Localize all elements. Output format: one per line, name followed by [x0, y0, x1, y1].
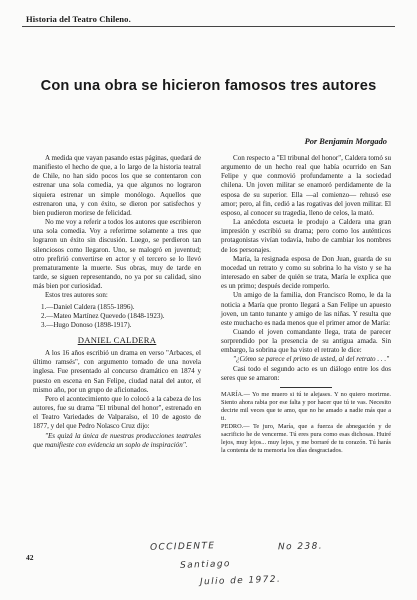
quote-paragraph: "¿Cómo se parece el primo de usted, al del retrato . . ." — [233, 355, 390, 364]
left-column — [33, 154, 201, 450]
dialogue-rule — [280, 387, 332, 388]
page-number: 42 — [26, 553, 34, 562]
article-author: Por Benjamín Morgado — [304, 137, 387, 146]
author-list-item: 1.—Daniel Caldera (1855-1896). — [41, 302, 135, 311]
author-list-item: 2.—Mateo Martínez Quevedo (1848-1923). — [41, 311, 165, 320]
left-paragraph: Estos tres autores son: — [45, 291, 108, 300]
dialogue-line: MARÍA.— Yo me muero si tú te alejases. Y no quiero morirme. Siento ahora rabia por ese falta y por hacer que tú te vas. Necesito decirte mil veces que te amo, que no he amado a nadie más que a ti. — [221, 390, 391, 422]
right-paragraph: La anécdota escueta le produjo a Caldera una gran impresión y escribió su drama; pero como los auténticos protagonistas vivían todavía, hubo de cambiar los nombres de los personajes. — [221, 218, 391, 254]
left-paragraph: A medida que vayan pasando estas páginas, quedará de manifiesto el hecho de que, a lo largo de la historia teatral de Chile, no han sido pocos los que se contentaron con estrenar una sola comedia, ya que algunos no lograron siquiera estrenar un simple monólogo. Aquellos que estrenaron una, y con éxito, se dieron por satisfechos y bien pudieron morirse de felicidad. — [33, 154, 201, 217]
left-paragraph: No me voy a referir a todos los autores que escribieron una sola comedia. Voy a referirme solamente a tres que lograron un éxito sin discusión. Luego, se perdieron tan silenciosos como llegaron. Uno, se malogró en juventud; otro prefirió convertirse en actor y el tercero se lo llevó prematuramente la muerte. Sus obras, muy de tarde en tarde, se siguen representando, no ya por su calidad, sino más bien por curiosidad. — [33, 218, 201, 291]
dialogue-line: PEDRO.— Te juro, María, que a fuerza de abnegación y de sacrificio he de vencerme. Tú eres pura como esas dichosas. Huiré lejos, muy lejos... muy lejos, y me borraré de tu corazón. Tú harás la contenta de tu memoria los días desgraciados. — [221, 422, 391, 454]
right-paragraph: Un amigo de la familia, don Francisco Romo, le da la noticia a María que pronto llegará a San Felipe un apuesto joven, un tanto tunante y amigo de las niñas. Y resulta que este muchacho es nada menos que el primer amor de María: — [221, 291, 391, 327]
right-paragraph: Con respecto a "El tribunal del honor", Caldera tomó su argumento de un hecho real que había ocurrido en San Felipe y que conmovió profundamente a la sociedad chilena. Un joven militar se enamoró perdidamente de la esposa de su superior. Ella —al comienzo— rehusó ese amor; pero, al fin, cedió a las rogativas del joven militar. El esposo, al conocer su tragedia, lleno de celos, la mató. — [221, 154, 391, 217]
section-paragraph: Pero el acontecimiento que lo colocó a la cabeza de los autores, fue su drama "El tribunal del honor", estrenado en el Teatro Variedades de Valparaíso, el 10 de agosto de 1877, y del que Pedro Nolasco Cruz dijo: — [33, 394, 201, 431]
header-rule — [22, 26, 395, 27]
handwritten-note — [150, 542, 400, 600]
author-list-item: 3.—Hugo Donoso (1898-1917). — [41, 320, 132, 329]
handwritten-date: Julio de 1972. — [199, 574, 282, 588]
article-title: Con una obra se hicieron famosos tres autores — [40, 78, 377, 94]
dialogue-block — [221, 391, 391, 455]
section-paragraph: A los 16 años escribió un drama en verso "Arbaces, el último ramsés", con argumento tomado de una novela inglesa. Fue presentado al concurso dramático en 1874 y puesto en escena en San Felipe, ciudad natal del autor, el mismo año, por un grupo de aficionados. — [33, 349, 201, 394]
handwritten-issue: No 238. — [277, 541, 324, 553]
running-header: Historia del Teatro Chileno. — [26, 14, 131, 24]
handwritten-publication: OCCIDENTE — [149, 541, 216, 553]
right-paragraph: María, la resignada esposa de Don Juan, guarda de su mocedad un retrato y como su sobrina lo ha visto y se ha interesado en saber de quién se trata, María le explica que es un primo; después decide romperlo. — [221, 254, 391, 291]
right-column — [221, 154, 391, 455]
quote-paragraph: "Es quizá la única de nuestras producciones teatrales que manifieste con evidencia un soplo de inspiración". — [33, 431, 201, 449]
handwritten-city: Santiago — [179, 559, 232, 571]
right-paragraph: Cuando el joven comandante llega, trata de parecer sorprendido por la presencia de su antigua amada. Sin embargo, la sobrina que ha visto el retrato le dice: — [221, 327, 391, 355]
right-paragraph: Casi todo el segundo acto es un diálogo entre los dos seres que se amaron: — [221, 364, 391, 382]
section-heading: DANIEL CALDERA — [77, 334, 157, 345]
